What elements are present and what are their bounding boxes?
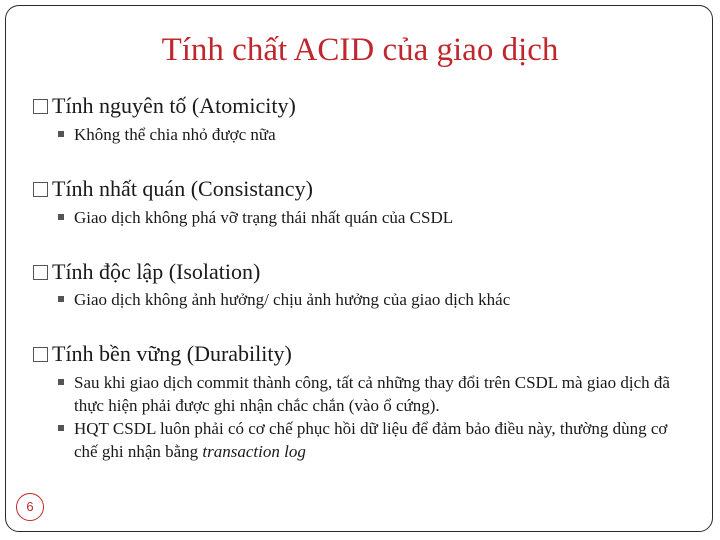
list-item [58, 371, 688, 417]
square-bullet-icon [58, 131, 64, 137]
list-item-text: HQT CSDL luôn phải có cơ chế phục hồi dữ liệu để đảm bảo điều này, thường dùng cơ chế ghi nhận bằng transaction log [74, 419, 668, 461]
square-bullet-icon [58, 425, 64, 431]
list-item [58, 206, 688, 229]
list-item-text: Giao dịch không ảnh hưởng/ chịu ảnh hưởng của giao dịch khác [74, 290, 511, 309]
list-item [58, 417, 688, 463]
section-heading: Tính độc lập (Isolation) [52, 259, 261, 284]
square-bullet-icon [58, 379, 64, 385]
section-heading: Tính nhất quán (Consistancy) [52, 176, 313, 201]
list-item-text: Không thể chia nhỏ được nữa [74, 125, 276, 144]
square-bullet-icon [58, 296, 64, 302]
checkbox-bullet-icon [33, 265, 48, 280]
checkbox-bullet-icon [33, 347, 48, 362]
page-number: 6 [16, 493, 44, 521]
checkbox-bullet-icon [33, 99, 48, 114]
checkbox-bullet-icon [33, 182, 48, 197]
list-item-text: Sau khi giao dịch commit thành công, tất cả những thay đổi trên CSDL mà giao dịch đã thực hiện phải được ghi nhận chắc chắn (vào ổ cứng). [74, 373, 670, 415]
list-item [58, 288, 688, 311]
section-heading: Tính bền vững (Durability) [52, 341, 292, 366]
section-durability [33, 340, 292, 368]
section-isolation [33, 258, 260, 286]
emphasis-text: transaction log [202, 442, 306, 461]
section-consistency [33, 175, 313, 203]
square-bullet-icon [58, 214, 64, 220]
slide-title: Tính chất ACID của giao dịch [161, 32, 559, 68]
section-heading: Tính nguyên tố (Atomicity) [52, 93, 296, 118]
list-item-text: Giao dịch không phá vỡ trạng thái nhất quán của CSDL [74, 208, 454, 227]
section-atomicity [33, 92, 296, 120]
list-item [58, 123, 688, 146]
